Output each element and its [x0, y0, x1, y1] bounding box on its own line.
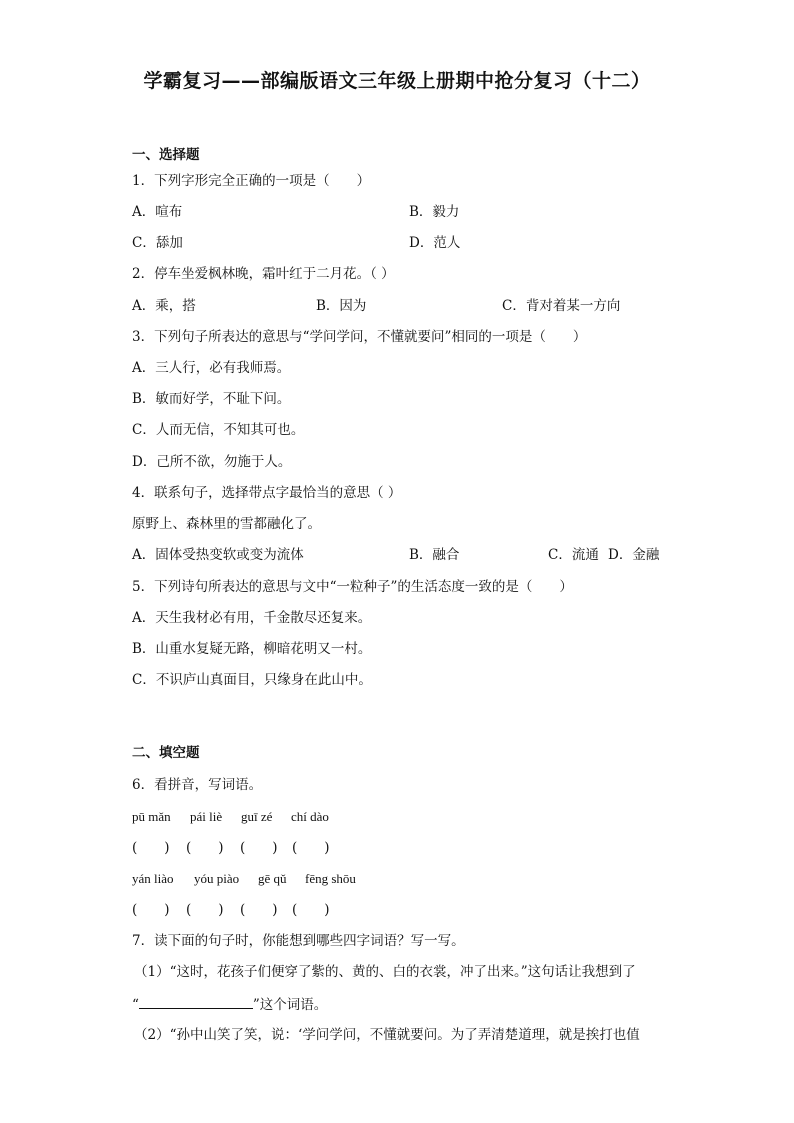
question-4-stem: 4．联系句子，选择带点字最恰当的意思（ ） — [132, 485, 402, 501]
answer-blank[interactable] — [139, 994, 253, 1009]
answer-bracket[interactable]: ( ) — [132, 902, 170, 918]
question-4-sentence: 原野上、森林里的雪都融化了。 — [132, 516, 321, 532]
question-6-stem: 6．看拼音，写词语。 — [132, 777, 263, 793]
question-7-part-2: （2）“孙中山笑了笑，说：‘学问学问，不懂就要问。为了弄清楚道理，就是挨打也值 — [134, 1027, 640, 1043]
question-5-stem: 5．下列诗句所表达的意思与文中“一粒种子”的生活态度一致的是（ ） — [132, 579, 573, 595]
question-3-option-d: D．己所不欲，勿施于人。 — [132, 454, 292, 470]
question-3-option-b: B．敏而好学，不耻下问。 — [132, 391, 291, 407]
answer-bracket[interactable]: ( ) — [292, 902, 330, 918]
question-5-option-a: A．天生我材必有用，千金散尽还复来。 — [132, 610, 372, 626]
question-1-option-d: D．范人 — [409, 235, 461, 251]
question-3-option-c: C．人而无信，不知其可也。 — [132, 422, 305, 438]
question-3-option-a: A．三人行，必有我师焉。 — [132, 360, 291, 376]
question-3-stem: 3．下列句子所表达的意思与“学问学问，不懂就要问”相同的一项是（ ） — [132, 329, 587, 345]
answer-bracket[interactable]: ( ) — [240, 902, 278, 918]
pinyin-8: fēng shōu — [305, 871, 356, 886]
close-quote-text: ”这个词语。 — [252, 997, 328, 1013]
question-4-option-d: D．金融 — [608, 547, 660, 563]
question-2-option-c: C．背对着某一方向 — [502, 298, 621, 314]
pinyin-4: chí dào — [291, 809, 329, 824]
section-heading-choice: 一、选择题 — [132, 147, 200, 163]
question-5-option-b: B．山重水复疑无路，柳暗花明又一村。 — [132, 641, 372, 657]
pinyin-7: gē qǔ — [258, 871, 287, 886]
answer-bracket[interactable]: ( ) — [186, 902, 224, 918]
pinyin-5: yán liào — [132, 871, 174, 886]
question-1-option-a: A．喧布 — [132, 204, 183, 220]
answer-bracket[interactable]: ( ) — [292, 840, 330, 856]
question-2-option-b: B．因为 — [316, 298, 367, 314]
question-1-option-b: B．毅力 — [409, 204, 460, 220]
pinyin-3: guī zé — [241, 809, 273, 824]
pinyin-2: pái liè — [190, 809, 223, 824]
question-5-option-c: C．不识庐山真面目，只缘身在此山中。 — [132, 672, 372, 688]
question-4-option-b: B．融合 — [409, 547, 460, 563]
question-4-option-a: A．固体受热变软或变为流体 — [132, 547, 304, 563]
answer-bracket[interactable]: ( ) — [240, 840, 278, 856]
pinyin-6: yóu piào — [194, 871, 240, 886]
answer-bracket[interactable]: ( ) — [186, 840, 224, 856]
answer-bracket[interactable]: ( ) — [132, 840, 170, 856]
question-4-option-c: C．流通 — [548, 547, 599, 563]
question-7-part-1: （1）“这时，花孩子们便穿了紫的、黄的、白的衣裳，冲了出来。”这句话让我想到了 — [134, 964, 636, 980]
question-2-option-a: A．乘，搭 — [132, 298, 196, 314]
open-quote: “ — [132, 997, 139, 1013]
section-heading-fill: 二、填空题 — [132, 745, 200, 761]
question-2-stem: 2．停车坐爱枫林晚，霜叶红于二月花。（ ） — [132, 266, 395, 282]
question-7-part-1-answer-line — [132, 994, 327, 1014]
pinyin-1: pū mǎn — [132, 809, 171, 824]
question-1-stem: 1．下列字形完全正确的一项是（ ） — [132, 173, 371, 189]
question-1-option-c: C．舔加 — [132, 235, 183, 251]
question-7-stem: 7．读下面的句子时，你能想到哪些四字词语？写一写。 — [132, 933, 465, 949]
page-title: 学霸复习——部编版语文三年级上册期中抢分复习（十二） — [143, 70, 651, 92]
